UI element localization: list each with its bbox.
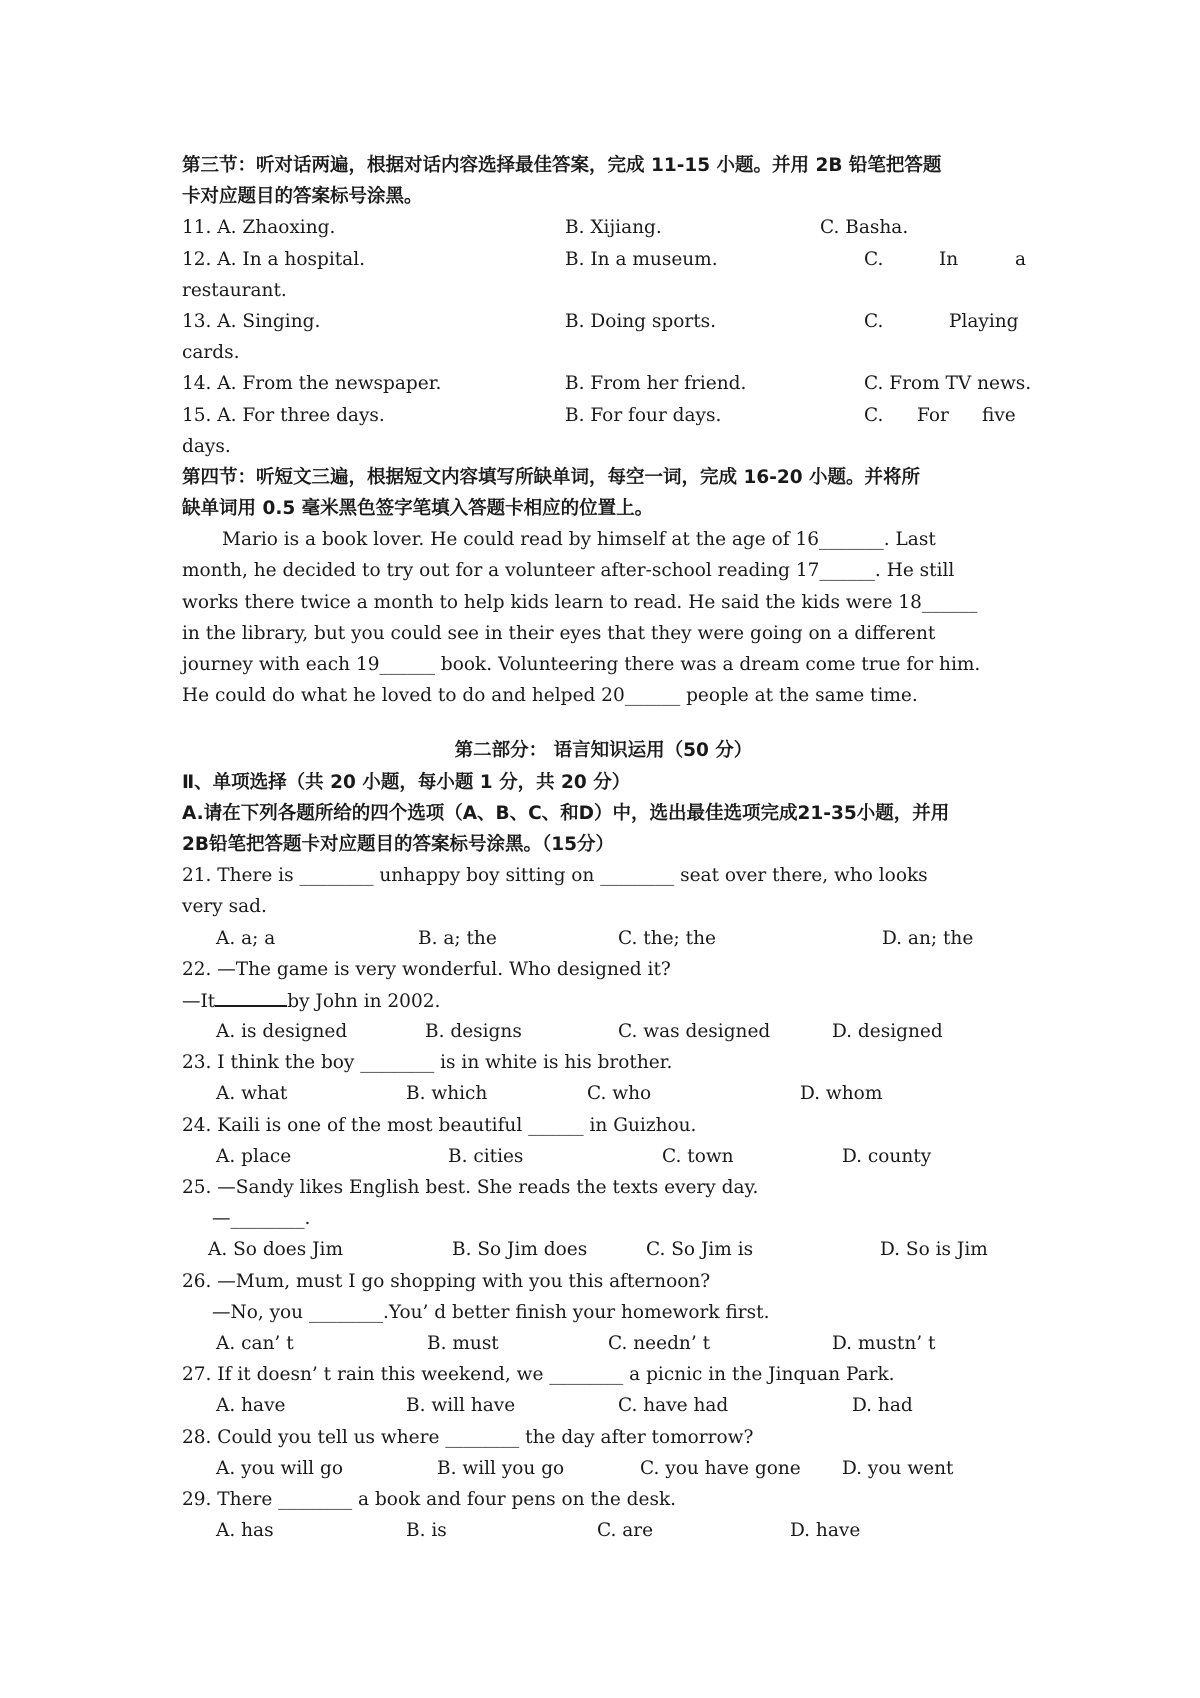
part2-title: 第二部分： 语言知识运用（50 分） xyxy=(454,740,753,762)
question-22-answer-line xyxy=(182,985,1025,1016)
q25-option-b: B. So Jim does xyxy=(452,1239,588,1261)
question-28-options xyxy=(182,1453,1025,1484)
q12-option-a: 12. A. In a hospital. xyxy=(182,248,366,270)
question-22-stem: 22. —The game is very wonderful. Who designed it? xyxy=(182,958,671,980)
passage-line: He could do what he loved to do and helped 20______ people at the same time. xyxy=(182,685,918,707)
q13-option-a: 13. A. Singing. xyxy=(182,310,321,332)
question-24-options xyxy=(182,1141,1025,1172)
q21-option-a: A. a; a xyxy=(216,927,276,949)
q14-option-a: 14. A. From the newspaper. xyxy=(182,373,442,395)
question-14 xyxy=(182,368,1032,399)
q11-option-c: C. Basha. xyxy=(820,217,909,239)
question-24-stem: 24. Kaili is one of the most beautiful ______ in Guizhou. xyxy=(182,1114,697,1136)
q12-option-c-letter: C. xyxy=(864,248,884,270)
q12-continuation: restaurant. xyxy=(182,279,287,301)
question-12 xyxy=(182,244,1025,275)
question-26-answer-line: —No, you ________.You’ d better finish your homework first. xyxy=(212,1301,770,1323)
q26-option-a: A. can’ t xyxy=(216,1332,294,1354)
question-21-stem: 21. There is ________ unhappy boy sitting on ________ seat over there, who looks xyxy=(182,865,928,887)
q26-option-c: C. needn’ t xyxy=(608,1332,711,1354)
q22-rest: by John in 2002. xyxy=(287,990,441,1012)
q23-option-a: A. what xyxy=(216,1083,288,1105)
q13-option-b: B. Doing sports. xyxy=(565,310,717,332)
section3-heading: 第三节：听对话两遍，根据对话内容选择最佳答案，完成 11-15 小题。并用 2B 铅笔把答题 xyxy=(182,155,942,176)
q11-option-b: B. Xijiang. xyxy=(565,217,662,239)
q22-option-b: B. designs xyxy=(425,1021,522,1043)
q21-option-b: B. a; the xyxy=(418,927,497,949)
question-26-stem: 26. —Mum, must I go shopping with you this afternoon? xyxy=(182,1270,711,1292)
section4-heading-cont: 缺单词用 0.5 毫米黑色签字笔填入答题卡相应的位置上。 xyxy=(182,498,654,520)
q26-option-d: D. mustn’ t xyxy=(832,1332,936,1354)
q25-option-a: A. So does Jim xyxy=(208,1239,343,1261)
question-27-stem: 27. If it doesn’ t rain this weekend, we ________ a picnic in the Jinquan Park. xyxy=(182,1364,895,1386)
question-29-stem: 29. There ________ a book and four pens on the desk. xyxy=(182,1488,677,1510)
question-29-options xyxy=(182,1515,1025,1546)
passage-line: month, he decided to try out for a volunteer after-school reading 17______. He still xyxy=(182,560,955,582)
question-27-options xyxy=(182,1390,1025,1421)
q27-option-d: D. had xyxy=(852,1395,913,1417)
q15-option-c-word1: For xyxy=(917,404,949,426)
q22-option-d: D. designed xyxy=(832,1021,943,1043)
q21-option-d: D. an; the xyxy=(882,927,974,949)
q15-option-c-letter: C. xyxy=(864,404,884,426)
question-28-stem: 28. Could you tell us where ________ the day after tomorrow? xyxy=(182,1426,754,1448)
question-13 xyxy=(182,306,1025,337)
q28-option-b: B. will you go xyxy=(437,1457,565,1479)
q13-option-c-letter: C. xyxy=(864,310,884,332)
q29-option-a: A. has xyxy=(216,1520,274,1542)
question-22-options xyxy=(182,1016,1025,1047)
q15-option-a: 15. A. For three days. xyxy=(182,404,385,426)
q25-option-c: C. So Jim is xyxy=(646,1239,754,1261)
passage-line: journey with each 19______ book. Volunteering there was a dream come true for him. xyxy=(182,654,981,675)
question-23-options xyxy=(182,1078,1025,1109)
question-25-answer-line: —________. xyxy=(212,1208,311,1230)
question-26-options xyxy=(182,1328,1025,1359)
exam-page xyxy=(182,150,1032,1546)
q14-option-c: C. From TV news. xyxy=(864,373,1032,395)
section4-heading: 第四节：听短文三遍，根据短文内容填写所缺单词，每空一词，完成 16-20 小题。并将所 xyxy=(182,466,921,488)
q11-option-a: 11. A. Zhaoxing. xyxy=(182,217,336,239)
question-23-stem: 23. I think the boy ________ is in white is his brother. xyxy=(182,1052,673,1074)
question-25-options xyxy=(182,1234,1025,1265)
q22-option-a: A. is designed xyxy=(216,1021,348,1043)
question-21-options xyxy=(182,923,1025,954)
q12-option-c-word2: a xyxy=(1015,248,1027,270)
question-21-stem-cont: very sad. xyxy=(182,896,267,918)
q23-option-c: C. who xyxy=(587,1083,652,1105)
q29-option-d: D. have xyxy=(790,1520,861,1542)
q23-option-b: B. which xyxy=(406,1083,488,1105)
q26-option-b: B. must xyxy=(427,1332,499,1354)
q13-option-c-word: Playing xyxy=(949,310,1019,332)
q24-option-c: C. town xyxy=(662,1145,734,1167)
question-11 xyxy=(182,212,1025,243)
question-25-stem: 25. —Sandy likes English best. She reads the texts every day. xyxy=(182,1177,759,1198)
passage-line: works there twice a month to help kids learn to read. He said the kids were 18______ xyxy=(182,591,978,613)
q29-option-b: B. is xyxy=(406,1520,447,1542)
q12-option-c-word1: In xyxy=(939,248,959,270)
q24-option-b: B. cities xyxy=(448,1145,524,1167)
q15-option-c-word2: five xyxy=(982,404,1016,426)
part2-instruction-cont: 2B铅笔把答题卡对应题目的答案标号涂黑。（15分） xyxy=(182,833,614,855)
q15-option-b: B. For four days. xyxy=(565,404,722,426)
q14-option-b: B. From her friend. xyxy=(565,373,747,395)
q22-option-c: C. was designed xyxy=(618,1021,771,1043)
part2-instruction: A.请在下列各题所给的四个选项（A、B、C、和D）中，选出最佳选项完成21-35小题，并用 xyxy=(182,802,950,824)
q12-option-b: B. In a museum. xyxy=(565,248,718,270)
q22-dash-it: —It xyxy=(182,990,216,1012)
q28-option-a: A. you will go xyxy=(216,1457,343,1479)
passage-line: Mario is a book lover. He could read by himself at the age of 16_______. Last xyxy=(222,529,936,551)
q25-option-d: D. So is Jim xyxy=(880,1239,988,1261)
q28-option-c: C. you have gone xyxy=(640,1457,801,1479)
q28-option-d: D. you went xyxy=(842,1457,954,1479)
part2-section-heading: Ⅱ、单项选择（共 20 小题，每小题 1 分，共 20 分） xyxy=(182,771,631,793)
q24-option-d: D. county xyxy=(842,1145,932,1167)
q22-blank xyxy=(215,985,287,1007)
q27-option-a: A. have xyxy=(216,1395,286,1417)
q29-option-c: C. are xyxy=(597,1520,654,1542)
spacer xyxy=(182,711,1025,735)
question-15 xyxy=(182,400,1025,431)
q15-continuation: days. xyxy=(182,435,231,457)
q13-continuation: cards. xyxy=(182,342,240,364)
section3-heading-cont: 卡对应题目的答案标号涂黑。 xyxy=(182,186,423,208)
q23-option-d: D. whom xyxy=(800,1083,883,1105)
q24-option-a: A. place xyxy=(216,1145,292,1167)
passage-line: in the library, but you could see in their eyes that they were going on a different xyxy=(182,622,936,644)
q27-option-b: B. will have xyxy=(406,1395,516,1417)
q21-option-c: C. the; the xyxy=(618,927,716,949)
q27-option-c: C. have had xyxy=(618,1395,729,1417)
